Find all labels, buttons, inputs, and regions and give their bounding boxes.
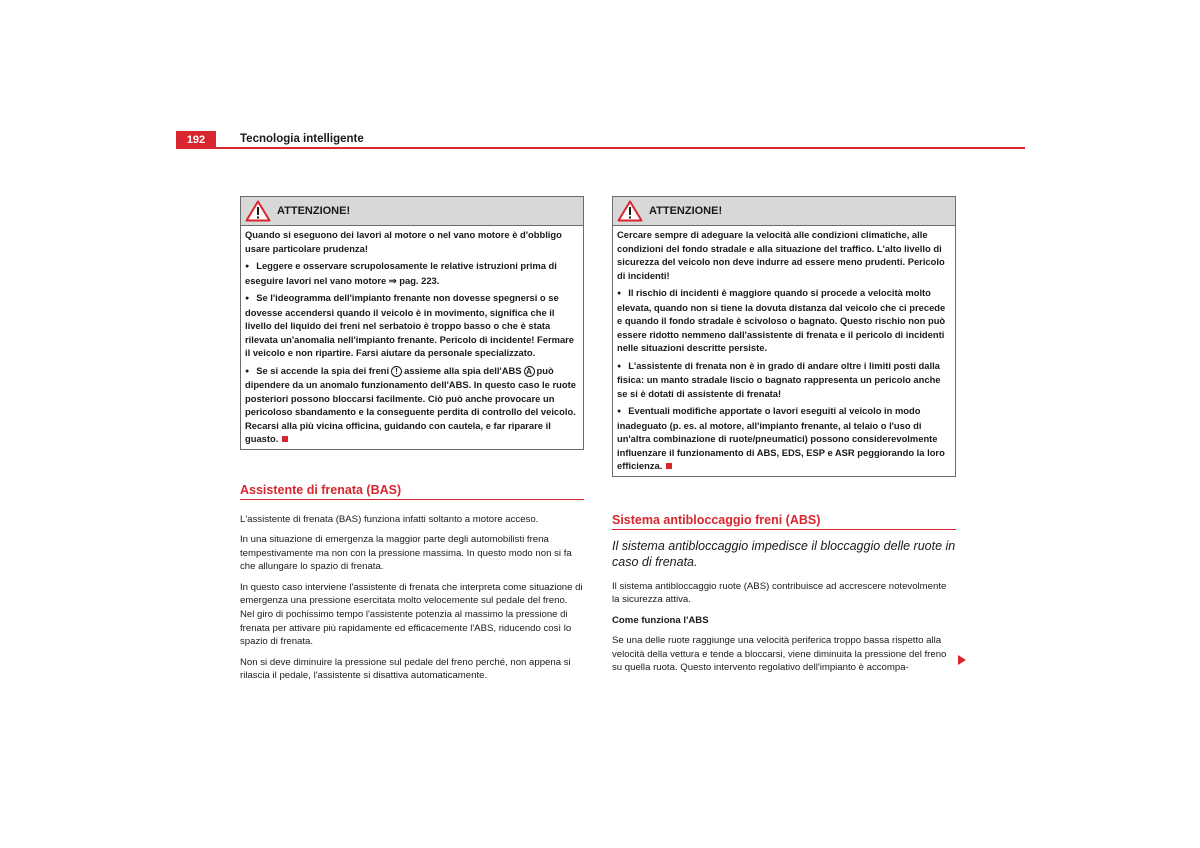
warning-bullet — [245, 364, 579, 446]
right-column — [612, 196, 956, 682]
subheading: Come funziona l'ABS — [612, 614, 709, 626]
warning-text: Eventuali modifiche apportate o lavori eseguiti al veicolo in modo inadeguato (p. es. al motore, all'impianto frenante, al telaio o l'uso di un'altra combinazione di ruote/pneumatici) possono considerevolmente influenzare il funzionamento di ABS, EDS, ESP e ASR peggiorando la loro efficienza. — [617, 405, 945, 471]
warning-triangle-icon — [617, 200, 643, 222]
section-title-abs: Sistema antibloccaggio freni (ABS) — [612, 513, 956, 530]
warning-bullet: ● Leggere e osservare scrupolosamente le relative istruzioni prima di eseguire lavori nel vano motore ⇒ pag. 223. — [245, 259, 579, 287]
body-paragraph: L'assistente di frenata (BAS) funziona infatti soltanto a motore acceso. — [240, 513, 539, 525]
warning-box — [240, 196, 584, 450]
continue-arrow-icon — [958, 655, 966, 665]
section-body — [612, 580, 956, 676]
section-body — [240, 513, 584, 684]
left-column — [240, 196, 584, 690]
warning-body — [613, 226, 955, 476]
warning-header — [613, 197, 955, 226]
header-rule — [176, 147, 1025, 149]
body-paragraph: In questo caso interviene l'assistente di frenata che interpreta come situazione di emergenza una pressione esercitata molto velocemente sul pedale del freno. Nel giro di pochissimo tempo l'assistente potenzia al massimo la pressione di frenata per attivare più rapidamente ed efficacemente l'ABS, riducendo così lo spazio di frenata. — [240, 581, 583, 648]
warning-bullet: ● Se l'ideogramma dell'impianto frenante non dovesse spegnersi o se dovesse accendersi quando il veicolo è in movimento, significa che il livello del liquido dei freni nel serbatoio è troppo basso o che è stata rilevata un'anomalia nell'impianto frenante. Pericolo di incidente! Fermare il veicolo e non ripartire. Farsi aiutare da personale specializzato. — [245, 291, 579, 360]
body-paragraph: In una situazione di emergenza la maggior parte degli automobilisti frena tempestivamente ma non con la pressione massima. In questo modo non si fa che allungare lo spazio di frenata. — [240, 534, 572, 573]
warning-bullet: ● L'assistente di frenata non è in grado di andare oltre i limiti posti dalla fisica: un manto stradale liscio o bagnato rappresenta un pericolo anche se si è dotati di assistente di frenata! — [617, 359, 951, 401]
body-paragraph: Non si deve diminuire la pressione sul pedale del freno perché, non appena si rilascia il pedale, l'assistente si disattiva automaticamente. — [240, 656, 571, 682]
warning-title: ATTENZIONE! — [277, 205, 351, 217]
abs-icon: A — [524, 366, 535, 377]
end-of-section-icon — [666, 463, 672, 469]
warning-body — [241, 226, 583, 449]
brake-warning-icon: ! — [391, 366, 402, 377]
warning-title: ATTENZIONE! — [649, 205, 723, 217]
section-title-bas: Assistente di frenata (BAS) — [240, 483, 584, 500]
warning-box — [612, 196, 956, 477]
body-paragraph: Se una delle ruote raggiunge una velocità periferica troppo bassa rispetto alla velocità della vettura e tende a bloccarsi, viene diminuita la pressione del freno su quella ruota. Questo intervento regolativo dell'impianto è accompa- — [612, 635, 947, 674]
warning-paragraph: Cercare sempre di adeguare la velocità alle condizioni climatiche, alle condizioni del fondo stradale e alla situazione del traffico. L'alto livello di sicurezza del veicolo non deve indurre ad essere meno prudenti. Pericolo di incidenti! — [617, 229, 945, 281]
warning-header — [241, 197, 583, 226]
warning-paragraph: Quando si eseguono dei lavori al motore o nel vano motore è d'obbligo usare particolare prudenza! — [245, 229, 562, 254]
end-of-section-icon — [282, 436, 288, 442]
warning-text: Se si accende la spia dei freni — [256, 364, 390, 376]
warning-bullet — [617, 404, 951, 473]
chapter-title: Tecnologia intelligente — [240, 133, 364, 145]
warning-text: assieme alla spia dell'ABS — [404, 364, 522, 376]
warning-bullet: ● Il rischio di incidenti è maggiore quando si procede a velocità molto elevata, quando non si tiene la dovuta distanza dal veicolo che ci precede e quando il fondo stradale è scivoloso o bagnato. Questo rischio non può essere ridotto nemmeno dall'assistente di frenata e il pericolo di incidenti nelle situazioni descritte persiste. — [617, 286, 951, 355]
body-paragraph: Il sistema antibloccaggio ruote (ABS) contribuisce ad accrescere notevolmente la sicurezza attiva. — [612, 580, 947, 606]
warning-text: può dipendere da un anomalo funzionamento dell'ABS. In questo caso le ruote posteriori possono bloccarsi facilmente. Ciò può anche provocare un pericoloso sbandamento e la conseguente perdita di controllo del veicolo. Recarsi alla più vicina officina, guidando con cautela, e far riparare il guasto. — [245, 364, 576, 444]
warning-triangle-icon — [245, 200, 271, 222]
page-number: 192 — [176, 131, 216, 149]
section-intro: Il sistema antibloccaggio impedisce il bloccaggio delle ruote in caso di frenata. — [612, 538, 956, 569]
